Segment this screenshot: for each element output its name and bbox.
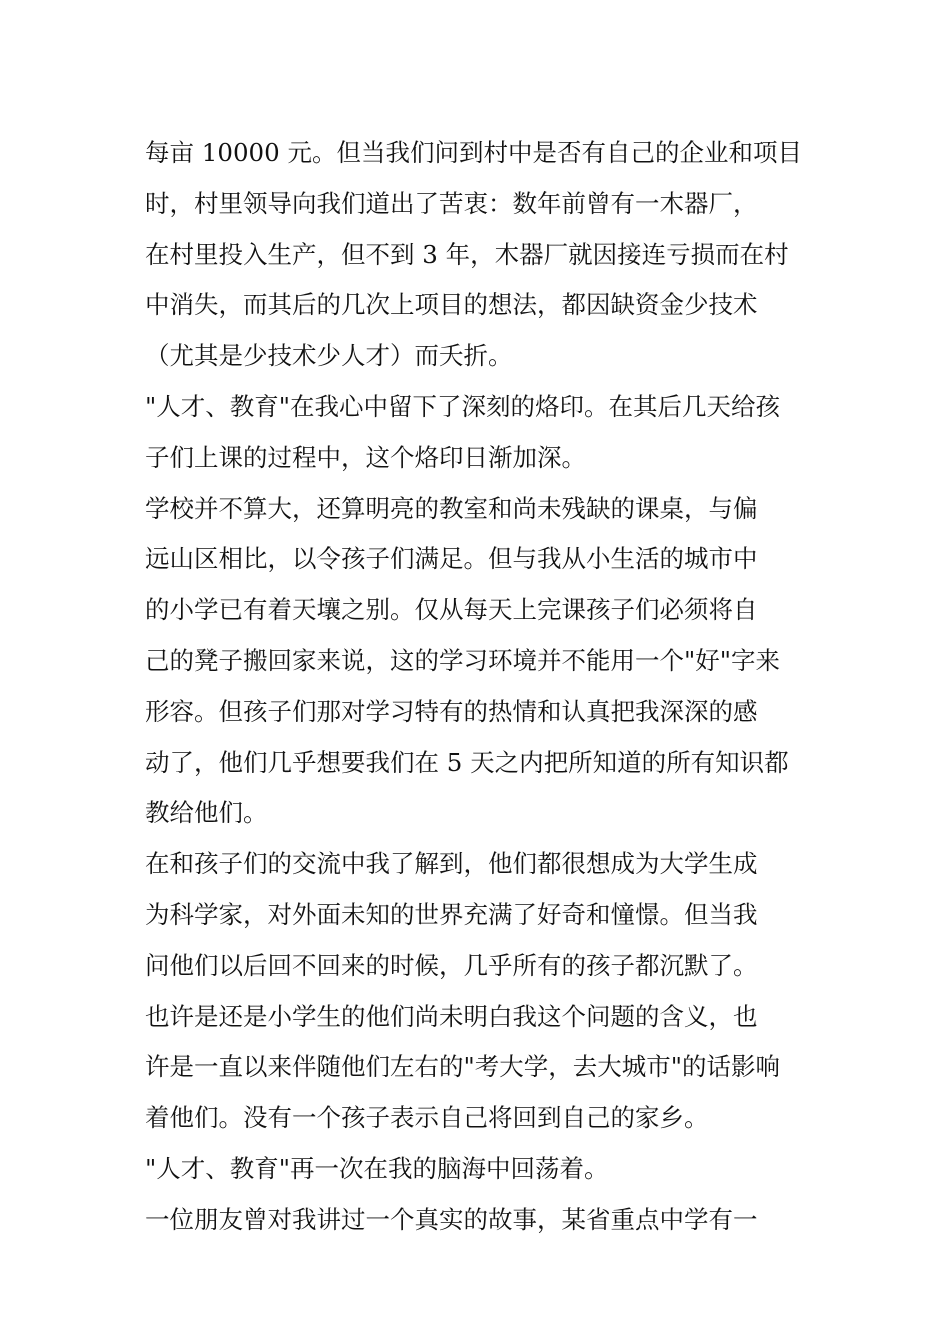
text-line: 远山区相比，以令孩子们满足。但与我从小生活的城市中 xyxy=(145,544,758,574)
text-line: 问他们以后回不回来的时候，几乎所有的孩子都沉默了。 xyxy=(145,950,758,980)
text-line: 动了，他们几乎想要我们在 5 天之内把所知道的所有知识都 xyxy=(145,747,789,777)
text-line: 许是一直以来伴随他们左右的"考大学，去大城市"的话影响 xyxy=(145,1052,781,1082)
text-line: 教给他们。 xyxy=(145,798,268,828)
text-line: 中消失，而其后的几次上项目的想法，都因缺资金少技术 xyxy=(145,290,758,320)
text-line: 每亩 10000 元。但当我们问到村中是否有自己的企业和项目 xyxy=(145,138,803,167)
text-line: 在和孩子们的交流中我了解到，他们都很想成为大学生成 xyxy=(145,849,758,879)
text-line: 在村里投入生产，但不到 3 年，木器厂就因接连亏损而在村 xyxy=(145,239,789,269)
text-line: 学校并不算大，还算明亮的教室和尚未残缺的课桌，与偏 xyxy=(145,493,758,523)
text-line: 着他们。没有一个孩子表示自己将回到自己的家乡。 xyxy=(145,1103,709,1133)
text-line: 为科学家，对外面未知的世界充满了好奇和憧憬。但当我 xyxy=(145,899,758,929)
text-line: 子们上课的过程中，这个烙印日渐加深。 xyxy=(145,442,586,472)
text-line: 也许是还是小学生的他们尚未明白我这个问题的含义，也 xyxy=(145,1001,758,1031)
text-line: "人才、教育"在我心中留下了深刻的烙印。在其后几天给孩 xyxy=(145,391,781,421)
text-line: 一位朋友曾对我讲过一个真实的故事，某省重点中学有一 xyxy=(145,1204,758,1234)
text-line: 的小学已有着天壤之别。仅从每天上完课孩子们必须将自 xyxy=(145,595,758,625)
text-line: 形容。但孩子们那对学习特有的热情和认真把我深深的感 xyxy=(145,696,758,726)
text-line: 时，村里领导向我们道出了苦衷：数年前曾有一木器厂， xyxy=(145,188,758,218)
text-line: 己的凳子搬回家来说，这的学习环境并不能用一个"好"字来 xyxy=(145,645,781,675)
body-text xyxy=(145,128,815,1246)
text-line: （尤其是少技术少人才）而夭折。 xyxy=(145,341,513,371)
text-line: "人才、教育"再一次在我的脑海中回荡着。 xyxy=(145,1153,609,1183)
